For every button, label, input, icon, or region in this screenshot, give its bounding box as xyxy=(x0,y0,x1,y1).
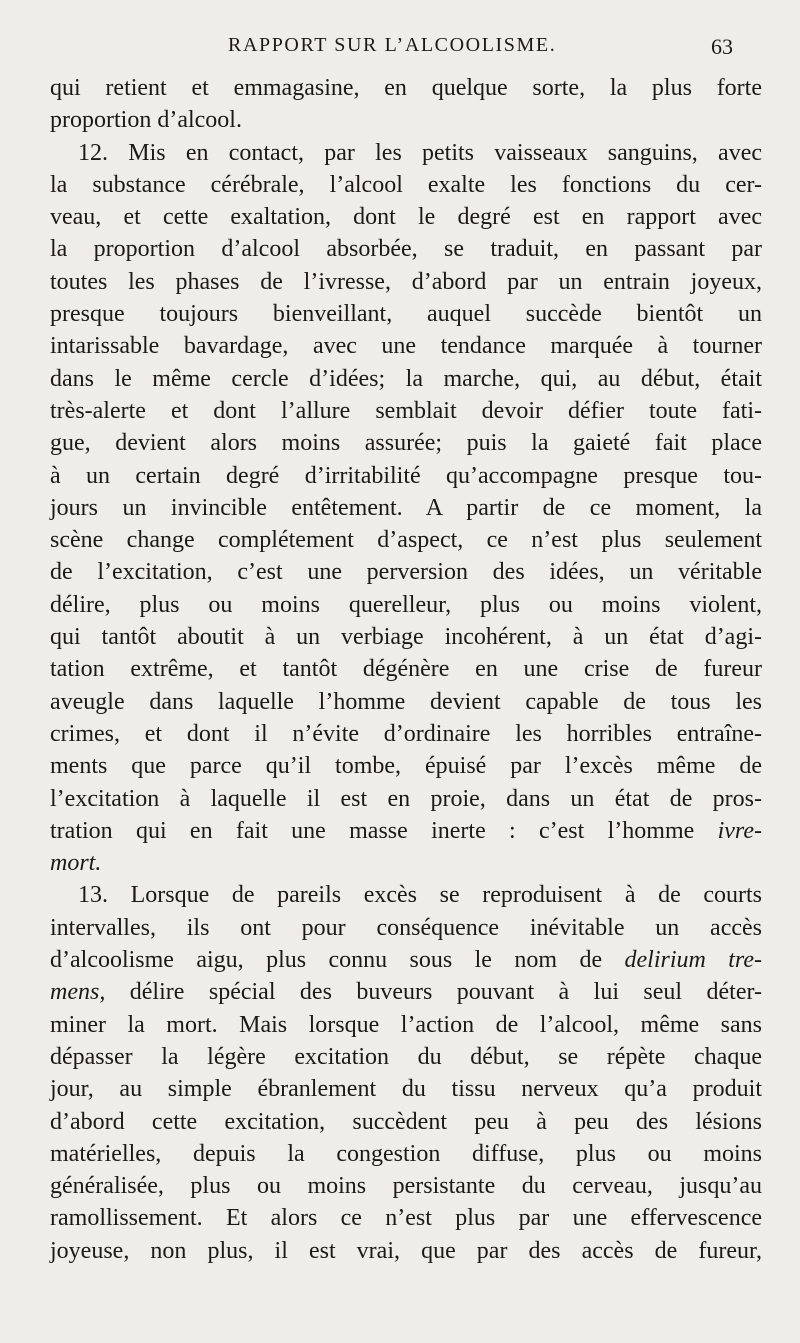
text-line: gue, devient alors moins assurée; puis la gaieté fait place xyxy=(50,430,762,457)
italic-term: ivre- xyxy=(717,817,762,844)
text-line: intervalles, ils ont pour conséquence inévitable un accès xyxy=(50,914,762,941)
italic-term: mens, xyxy=(50,979,106,1006)
text-line xyxy=(50,815,762,847)
text-line: proportion d’alcool. xyxy=(50,107,242,134)
text-segment: d’alcoolisme aigu, plus connu sous le nom de xyxy=(50,947,603,974)
running-title: RAPPORT SUR L’ALCOOLISME. xyxy=(228,34,557,56)
text-line: délire, plus ou moins querelleur, plus ou moins violent, xyxy=(50,591,762,618)
text-line: 12. Mis en contact, par les petits vaisseaux sanguins, avec xyxy=(78,139,762,166)
text-line xyxy=(50,944,762,976)
text-line: miner la mort. Mais lorsque l’action de l’alcool, même sans xyxy=(50,1011,762,1038)
text-line: crimes, et dont il n’évite d’ordinaire les horribles entraîne- xyxy=(50,720,762,747)
running-header xyxy=(0,34,800,64)
text-line: ments que parce qu’il tombe, épuisé par l’excès même de xyxy=(50,753,762,780)
text-line: intarissable bavardage, avec une tendance marquée à tourner xyxy=(50,333,762,360)
italic-term: mort. xyxy=(50,850,102,877)
text-line: qui retient et emmagasine, en quelque sorte, la plus forte xyxy=(50,75,762,101)
text-line: l’excitation à laquelle il est en proie, dans un état de pros- xyxy=(50,785,762,812)
text-line: joyeuse, non plus, il est vrai, que par des accès de fureur, xyxy=(50,1237,762,1264)
text-line: généralisée, plus ou moins persistante du cerveau, jusqu’au xyxy=(50,1173,762,1200)
text-line: très-alerte et dont l’allure semblait devoir défier toute fati- xyxy=(50,397,762,424)
text-line xyxy=(50,847,762,879)
text-line: qui tantôt aboutit à un verbiage incohérent, à un état d’agi- xyxy=(50,624,762,651)
text-line: tation extrême, et tantôt dégénère en une crise de fureur xyxy=(50,656,762,683)
text-line: matérielles, depuis la congestion diffuse, plus ou moins xyxy=(50,1140,762,1167)
text-line: aveugle dans laquelle l’homme devient capable de tous les xyxy=(50,688,762,715)
text-line: presque toujours bienveillant, auquel succède bientôt un xyxy=(50,301,762,328)
text-line: dans le même cercle d’idées; la marche, qui, au début, était xyxy=(50,365,762,392)
text-line: la proportion d’alcool absorbée, se traduit, en passant par xyxy=(50,236,762,263)
text-line xyxy=(50,976,762,1008)
text-line: jour, au simple ébranlement du tissu nerveux qu’a produit xyxy=(50,1076,762,1103)
body-text xyxy=(50,72,762,1267)
text-line: 13. Lorsque de pareils excès se reproduisent à de courts xyxy=(78,882,762,909)
text-segment: délire spécial des buveurs pouvant à lui seul déter- xyxy=(129,979,763,1006)
text-line: ramollissement. Et alors ce n’est plus par une effervescence xyxy=(50,1205,762,1232)
text-line: veau, et cette exaltation, dont le degré est en rapport avec xyxy=(50,204,762,231)
text-line: la substance cérébrale, l’alcool exalte les fonctions du cer- xyxy=(50,171,762,198)
text-line: jours un invincible entêtement. A partir de ce moment, la xyxy=(50,494,762,521)
text-line: de l’excitation, c’est une perversion des idées, un véritable xyxy=(50,559,762,586)
text-line: dépasser la légère excitation du début, se répète chaque xyxy=(50,1043,762,1070)
italic-term: delirium tre- xyxy=(624,947,762,974)
page-number: 63 xyxy=(711,34,733,59)
text-line: d’abord cette excitation, succèdent peu à peu des lésions xyxy=(50,1108,762,1135)
text-line: à un certain degré d’irritabilité qu’accompagne presque tou- xyxy=(50,462,762,489)
text-segment: tration qui en fait une masse inerte : c’est l’homme xyxy=(50,817,695,844)
text-line: toutes les phases de l’ivresse, d’abord par un entrain joyeux, xyxy=(50,268,762,295)
text-line: scène change complétement d’aspect, ce n’est plus seulement xyxy=(50,527,762,554)
